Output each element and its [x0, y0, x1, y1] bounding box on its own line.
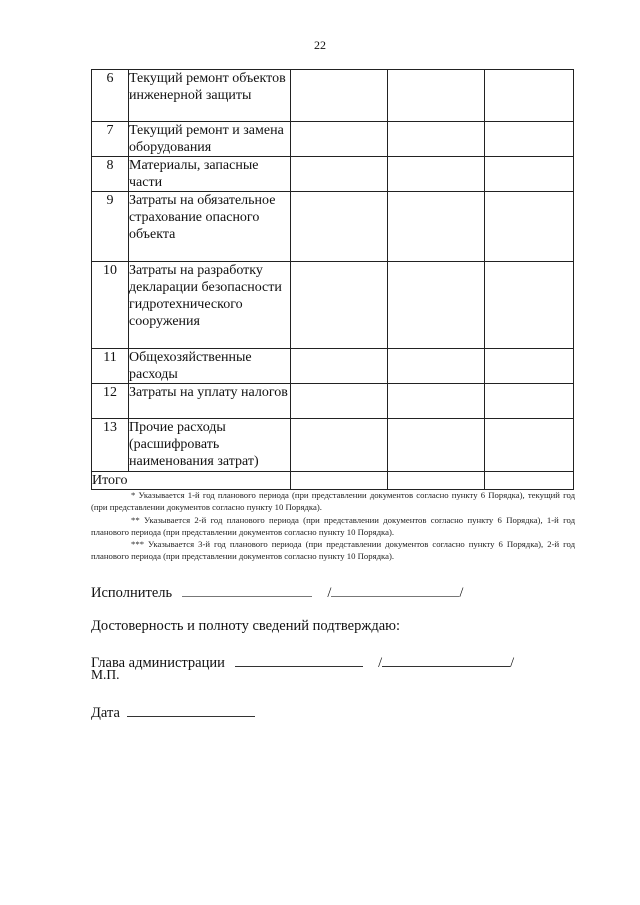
stamp-label: М.П. [91, 667, 120, 682]
value-cell-year3 [485, 157, 574, 192]
total-cell-year1 [291, 472, 388, 490]
executor-line [91, 582, 463, 602]
table-row [92, 192, 574, 262]
executor-separator-end: / [459, 585, 464, 601]
value-cell-year2 [388, 419, 485, 472]
value-cell-year1 [291, 122, 388, 157]
row-name: Общехозяйственные расходы [129, 349, 291, 384]
value-cell-year2 [388, 349, 485, 384]
value-cell-year1 [291, 419, 388, 472]
executor-name-field[interactable] [331, 582, 459, 597]
value-cell-year1 [291, 157, 388, 192]
confirm-text: Достоверность и полноту сведений подтверждаю: [91, 618, 401, 634]
value-cell-year1 [291, 262, 388, 349]
row-number: 7 [92, 122, 129, 157]
date-field[interactable] [127, 702, 255, 717]
total-row [92, 472, 574, 490]
footnote-2: ** Указывается 2-й год планового периода (при представлении документов согласно пункту 6 Порядка), 1-й год планового периода (при представлении документов согласно пункту 10 Порядка). [91, 514, 575, 537]
head-separator: / [378, 655, 383, 671]
row-name: Прочие расходы (расшифровать наименования затрат) [129, 419, 291, 472]
table-row [92, 262, 574, 349]
table-row [92, 349, 574, 384]
head-signature-field[interactable] [235, 652, 363, 667]
row-number: 11 [92, 349, 129, 384]
head-label: Глава администрации [91, 655, 225, 671]
executor-signature-field[interactable] [182, 582, 312, 597]
value-cell-year2 [388, 122, 485, 157]
footnotes [91, 489, 575, 563]
cost-table [91, 69, 574, 490]
total-cell-year3 [485, 472, 574, 490]
value-cell-year2 [388, 384, 485, 419]
date-line [91, 702, 255, 722]
value-cell-year3 [485, 419, 574, 472]
row-name: Затраты на обязательное страхование опасного объекта [129, 192, 291, 262]
row-number: 8 [92, 157, 129, 192]
value-cell-year3 [485, 192, 574, 262]
value-cell-year3 [485, 349, 574, 384]
value-cell-year3 [485, 122, 574, 157]
row-name: Материалы, запасные части [129, 157, 291, 192]
total-cell-year2 [388, 472, 485, 490]
footnote-3: *** Указывается 3-й год планового периода (при представлении документов согласно пункту 6 Порядка), 2-й год планового периода (при представлении документов согласно пункту 10 Порядка). [91, 539, 575, 562]
table-row [92, 419, 574, 472]
total-label: Итого [92, 472, 291, 490]
value-cell-year1 [291, 70, 388, 122]
row-name: Затраты на разработку декларации безопасности гидротехнического сооружения [129, 262, 291, 349]
table-row [92, 122, 574, 157]
table-row [92, 384, 574, 419]
row-number: 9 [92, 192, 129, 262]
row-number: 13 [92, 419, 129, 472]
executor-separator: / [327, 585, 332, 601]
row-name: Текущий ремонт и замена оборудования [129, 122, 291, 157]
head-name-field[interactable] [382, 652, 510, 667]
value-cell-year3 [485, 70, 574, 122]
head-separator-end: / [510, 655, 515, 671]
value-cell-year1 [291, 349, 388, 384]
value-cell-year1 [291, 384, 388, 419]
value-cell-year2 [388, 157, 485, 192]
head-line [91, 652, 514, 672]
value-cell-year1 [291, 192, 388, 262]
value-cell-year3 [485, 384, 574, 419]
page-number: 22 [314, 38, 326, 52]
value-cell-year2 [388, 192, 485, 262]
executor-label: Исполнитель [91, 585, 173, 601]
table-row [92, 70, 574, 122]
row-name: Текущий ремонт объектов инженерной защиты [129, 70, 291, 122]
table-row [92, 157, 574, 192]
footnote-1: * Указывается 1-й год планового периода (при представлении документов согласно пункту 6 Порядка), текущий год (при представлении документов согласно пункту 10 Порядка). [91, 490, 575, 513]
value-cell-year2 [388, 70, 485, 122]
date-label: Дата [91, 705, 120, 721]
row-number: 12 [92, 384, 129, 419]
value-cell-year2 [388, 262, 485, 349]
value-cell-year3 [485, 262, 574, 349]
row-name: Затраты на уплату налогов [129, 384, 291, 419]
row-number: 6 [92, 70, 129, 122]
row-number: 10 [92, 262, 129, 349]
